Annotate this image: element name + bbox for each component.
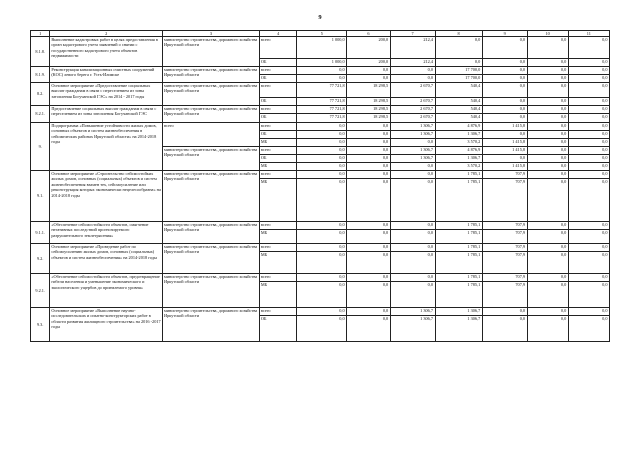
column-number: 11 <box>568 31 609 37</box>
amount-cell: 0,0 <box>568 67 609 75</box>
amount-cell: 0,0 <box>527 171 568 179</box>
amount-cell: 0,0 <box>527 222 568 230</box>
page-number: 9 <box>318 14 322 21</box>
amount-cell: 0,0 <box>297 139 347 147</box>
amount-cell: 1 785,1 <box>435 179 482 222</box>
amount-cell: 0,0 <box>482 114 527 123</box>
amount-cell: 18 298,5 <box>347 98 391 106</box>
amount-cell: 0,0 <box>527 252 568 274</box>
executor: министерство строительства, дорожного хозяйства Иркутской области <box>163 37 260 67</box>
amount-cell: 1 785,1 <box>435 230 482 244</box>
funding-source: всего <box>259 171 297 179</box>
column-number: 4 <box>259 31 297 37</box>
item-name: Выполнение кадастровых работ в целях предоставления в орган кадастрового учета заявлений о снятии с государственного кадастрового учета объектов недвижимости <box>50 37 163 67</box>
column-number: 6 <box>347 31 391 37</box>
funding-source: МБ <box>259 179 297 222</box>
amount-cell: 0,0 <box>347 123 391 131</box>
executor: министерство строительства, дорожного хозяйства Иркутской области <box>163 308 260 342</box>
item-number: 9.1.1. <box>31 222 50 244</box>
amount-cell: 707,9 <box>482 244 527 252</box>
amount-cell: 0,0 <box>297 230 347 244</box>
column-number: 2 <box>50 31 163 37</box>
funding-source: ОБ <box>259 98 297 106</box>
amount-cell: 0,0 <box>527 139 568 147</box>
amount-cell: 4 876,9 <box>435 147 482 155</box>
amount-cell: 77 721,8 <box>297 106 347 114</box>
funding-source: ОБ <box>259 155 297 163</box>
item-number: 9. <box>31 123 50 171</box>
amount-cell: 1 306,7 <box>435 308 482 316</box>
column-number: 5 <box>297 31 347 37</box>
amount-cell: 0,0 <box>527 67 568 75</box>
amount-cell: 0,0 <box>297 131 347 139</box>
amount-cell: 0,0 <box>482 98 527 106</box>
amount-cell: 0,0 <box>347 308 391 316</box>
amount-cell: 0,0 <box>527 163 568 171</box>
amount-cell: 0,0 <box>390 230 435 244</box>
amount-cell: 17 700,0 <box>435 67 482 75</box>
funding-source: всего <box>259 37 297 59</box>
amount-cell: 1 000,0 <box>297 37 347 59</box>
amount-cell: 0,0 <box>482 155 527 163</box>
amount-cell: 0,0 <box>297 123 347 131</box>
amount-cell: 0,0 <box>568 37 609 59</box>
amount-cell: 1 306,7 <box>390 123 435 131</box>
executor: министерство строительства, дорожного хозяйства Иркутской области <box>163 171 260 222</box>
executor: министерство строительства, дорожного хозяйства Иркутской области <box>163 67 260 83</box>
amount-cell: 0,0 <box>568 252 609 274</box>
funding-source: всего <box>259 222 297 230</box>
item-number: 9.3. <box>31 308 50 342</box>
amount-cell: 77 721,8 <box>297 98 347 106</box>
amount-cell: 0,0 <box>568 282 609 308</box>
amount-cell: 0,0 <box>527 59 568 67</box>
amount-cell: 4 876,9 <box>435 123 482 131</box>
amount-cell: 1 306,7 <box>435 155 482 163</box>
amount-cell: 0,0 <box>527 37 568 59</box>
table-row <box>31 37 610 59</box>
amount-cell: 0,0 <box>347 252 391 274</box>
column-number: 1 <box>31 31 50 37</box>
amount-cell: 200,0 <box>347 37 391 59</box>
amount-cell: 1 785,1 <box>435 252 482 274</box>
amount-cell: 1 415,8 <box>482 123 527 131</box>
executor: министерство строительства, дорожного хозяйства Иркутской области <box>163 274 260 308</box>
amount-cell: 0,0 <box>568 131 609 139</box>
amount-cell: 0,0 <box>527 131 568 139</box>
amount-cell: 0,0 <box>568 244 609 252</box>
budget-table <box>30 30 610 342</box>
amount-cell: 0,0 <box>568 98 609 106</box>
amount-cell: 0,0 <box>347 282 391 308</box>
amount-cell: 0,0 <box>347 230 391 244</box>
amount-cell: 0,0 <box>482 59 527 67</box>
funding-source: всего <box>259 244 297 252</box>
funding-source: МБ <box>259 139 297 147</box>
item-number: 9.2. <box>31 244 50 274</box>
amount-cell: 0,0 <box>568 147 609 155</box>
executor: всего <box>163 123 260 147</box>
amount-cell: 0,0 <box>527 274 568 282</box>
funding-source: всего <box>259 147 297 155</box>
amount-cell: 0,0 <box>568 83 609 98</box>
column-number: 7 <box>390 31 435 37</box>
item-number: 9.1. <box>31 171 50 222</box>
funding-source: МБ <box>259 163 297 171</box>
amount-cell: 0,0 <box>527 147 568 155</box>
amount-cell: 0,0 <box>297 252 347 274</box>
amount-cell: 1 306,7 <box>390 155 435 163</box>
amount-cell: 0,0 <box>568 222 609 230</box>
funding-source: МБ <box>259 252 297 274</box>
executor: министерство строительства, дорожного хозяйства Иркутской области <box>163 147 260 171</box>
amount-cell: 707,9 <box>482 274 527 282</box>
item-name: Реконструкция канализационных очистных сооружений (КОС) левого берега г. Усть-Илимске <box>50 67 163 83</box>
amount-cell: 707,9 <box>482 222 527 230</box>
funding-source: всего <box>259 83 297 98</box>
amount-cell: 0,0 <box>568 114 609 123</box>
item-number: 8.1.9. <box>31 67 50 83</box>
amount-cell: 0,0 <box>347 244 391 252</box>
amount-cell: 0,0 <box>297 316 347 342</box>
amount-cell: 0,0 <box>482 316 527 342</box>
amount-cell: 0,0 <box>482 67 527 75</box>
amount-cell: 0,0 <box>568 163 609 171</box>
amount-cell: 0,0 <box>297 75 347 83</box>
amount-cell: 1 000,0 <box>297 59 347 67</box>
funding-source: ОБ <box>259 131 297 139</box>
funding-source: МБ <box>259 282 297 308</box>
amount-cell: 1 415,8 <box>482 147 527 155</box>
amount-cell: 0,0 <box>390 139 435 147</box>
funding-source: всего <box>259 106 297 114</box>
funding-source: ОБ <box>259 114 297 123</box>
amount-cell: 0,0 <box>527 83 568 98</box>
table-row <box>31 274 610 282</box>
item-number: 9.2.1. <box>31 274 50 308</box>
amount-cell: 0,0 <box>527 230 568 244</box>
amount-cell: 0,0 <box>568 230 609 244</box>
table-row <box>31 123 610 131</box>
amount-cell: 0,0 <box>568 106 609 114</box>
amount-cell: 0,0 <box>568 274 609 282</box>
amount-cell: 0,0 <box>482 106 527 114</box>
amount-cell: 540,4 <box>435 98 482 106</box>
amount-cell: 0,0 <box>390 274 435 282</box>
amount-cell: 0,0 <box>482 75 527 83</box>
amount-cell: 0,0 <box>347 274 391 282</box>
amount-cell: 0,0 <box>568 171 609 179</box>
amount-cell: 0,0 <box>390 171 435 179</box>
amount-cell: 0,0 <box>347 155 391 163</box>
amount-cell: 2 670,7 <box>390 114 435 123</box>
amount-cell: 0,0 <box>297 244 347 252</box>
amount-cell: 0,0 <box>527 244 568 252</box>
amount-cell: 1 306,7 <box>435 131 482 139</box>
funding-source: всего <box>259 308 297 316</box>
amount-cell: 1 415,8 <box>482 139 527 147</box>
funding-source: всего <box>259 274 297 282</box>
amount-cell: 0,0 <box>390 252 435 274</box>
amount-cell: 0,0 <box>347 163 391 171</box>
amount-cell: 1 785,1 <box>435 274 482 282</box>
amount-cell: 0,0 <box>527 98 568 106</box>
executor: министерство строительства, дорожного хозяйства Иркутской области <box>163 106 260 123</box>
table-row <box>31 244 610 252</box>
amount-cell: 0,0 <box>390 75 435 83</box>
amount-cell: 2 670,7 <box>390 83 435 98</box>
item-name: Основное мероприятие «Предоставление социальных выплат гражданам в связи с переселением из зоны затопления Богучанской ГЭС» на 2014 - 2017 годы <box>50 83 163 106</box>
item-number: 8.1.8. <box>31 37 50 67</box>
amount-cell: 0,0 <box>568 75 609 83</box>
amount-cell: 0,0 <box>390 222 435 230</box>
column-number: 3 <box>163 31 260 37</box>
amount-cell: 0,0 <box>297 308 347 316</box>
amount-cell: 0,0 <box>527 316 568 342</box>
amount-cell: 540,4 <box>435 106 482 114</box>
amount-cell: 0,0 <box>347 75 391 83</box>
item-name: Основное мероприятие «Проведение работ по сейсмоусилению жилых домов, основных (социальных) объектов и систем жизнеобеспечения» на 2014-2018 годы <box>50 244 163 274</box>
funding-source: ОБ <box>259 75 297 83</box>
amount-cell: 0,0 <box>568 308 609 316</box>
amount-cell: 0,0 <box>482 83 527 98</box>
amount-cell: 0,0 <box>527 179 568 222</box>
amount-cell: 0,0 <box>347 147 391 155</box>
item-name: «Обеспечение сейсмостойкости объектов, предотвращение гибели населения и уменьшение экономического и экологического ущербов до приемлемого уровня» <box>50 274 163 308</box>
amount-cell: 0,0 <box>297 163 347 171</box>
amount-cell: 540,4 <box>435 83 482 98</box>
amount-cell: 1 306,7 <box>390 131 435 139</box>
amount-cell: 1 785,1 <box>435 244 482 252</box>
item-number: 8.2. <box>31 83 50 106</box>
amount-cell: 1 415,8 <box>482 163 527 171</box>
table-row <box>31 308 610 316</box>
amount-cell: 0,0 <box>435 37 482 59</box>
amount-cell: 540,4 <box>435 114 482 123</box>
amount-cell: 1 306,7 <box>390 147 435 155</box>
amount-cell: 0,0 <box>347 222 391 230</box>
amount-cell: 0,0 <box>527 123 568 131</box>
item-name: Предоставление социальных выплат гражданам в связи с переселением из зоны затопления Богучанской ГЭС <box>50 106 163 123</box>
amount-cell: 0,0 <box>568 59 609 67</box>
amount-cell: 0,0 <box>482 131 527 139</box>
amount-cell: 0,0 <box>568 316 609 342</box>
amount-cell: 0,0 <box>390 282 435 308</box>
funding-source: ОБ <box>259 59 297 67</box>
amount-cell: 0,0 <box>527 114 568 123</box>
amount-cell: 0,0 <box>390 179 435 222</box>
amount-cell: 0,0 <box>297 147 347 155</box>
amount-cell: 0,0 <box>527 308 568 316</box>
amount-cell: 212,4 <box>390 59 435 67</box>
amount-cell: 0,0 <box>297 155 347 163</box>
amount-cell: 0,0 <box>297 282 347 308</box>
amount-cell: 1 785,1 <box>435 171 482 179</box>
amount-cell: 0,0 <box>390 67 435 75</box>
table-row <box>31 83 610 98</box>
amount-cell: 3 570,2 <box>435 163 482 171</box>
column-number: 9 <box>482 31 527 37</box>
amount-cell: 2 670,7 <box>390 106 435 114</box>
amount-cell: 0,0 <box>347 171 391 179</box>
amount-cell: 1 785,1 <box>435 282 482 308</box>
amount-cell: 0,0 <box>347 316 391 342</box>
amount-cell: 0,0 <box>297 171 347 179</box>
executor: министерство строительства, дорожного хозяйства Иркутской области <box>163 244 260 274</box>
amount-cell: 707,9 <box>482 252 527 274</box>
amount-cell: 0,0 <box>527 155 568 163</box>
amount-cell: 0,0 <box>568 179 609 222</box>
amount-cell: 18 298,5 <box>347 114 391 123</box>
amount-cell: 0,0 <box>568 123 609 131</box>
amount-cell: 18 298,5 <box>347 106 391 114</box>
amount-cell: 0,0 <box>347 131 391 139</box>
amount-cell: 77 721,8 <box>297 114 347 123</box>
amount-cell: 77 721,8 <box>297 83 347 98</box>
amount-cell: 0,0 <box>297 179 347 222</box>
table-row <box>31 106 610 114</box>
funding-source: МБ <box>259 230 297 244</box>
amount-cell: 0,0 <box>297 67 347 75</box>
item-name: Подпрограмма «Повышение устойчивости жилых домов, основных объектов и систем жизнеобеспечения в сейсмических районах Иркутской области» на 2014-2018 годы <box>50 123 163 171</box>
table-row <box>31 171 610 179</box>
amount-cell: 0,0 <box>390 163 435 171</box>
amount-cell: 200,0 <box>347 59 391 67</box>
amount-cell: 707,9 <box>482 230 527 244</box>
item-number: 8.2.1. <box>31 106 50 123</box>
amount-cell: 0,0 <box>482 308 527 316</box>
table-row <box>31 67 610 75</box>
item-name: Основное мероприятие «Выполнение научно-исследовательских и опытно-конструкторских работ в области развития жилищного строительства» на 2016 -2017 годы <box>50 308 163 342</box>
amount-cell: 0,0 <box>390 244 435 252</box>
amount-cell: 0,0 <box>482 37 527 59</box>
amount-cell: 0,0 <box>347 179 391 222</box>
amount-cell: 707,9 <box>482 179 527 222</box>
amount-cell: 707,9 <box>482 171 527 179</box>
executor: министерство строительства, дорожного хозяйства Иркутской области <box>163 222 260 244</box>
funding-source: всего <box>259 67 297 75</box>
column-number: 8 <box>435 31 482 37</box>
amount-cell: 0,0 <box>297 274 347 282</box>
table-row <box>31 222 610 230</box>
amount-cell: 212,4 <box>390 37 435 59</box>
amount-cell: 3 570,2 <box>435 139 482 147</box>
executor: министерство строительства, дорожного хозяйства Иркутской области <box>163 83 260 106</box>
funding-source: ОБ <box>259 316 297 342</box>
amount-cell: 707,9 <box>482 282 527 308</box>
amount-cell: 0,0 <box>568 139 609 147</box>
item-name: Основное мероприятие «Строительство сейсмостойких жилых домов, основных (социальных) объектов и систем жизнеобеспечения взамен тех, сейсмоусиление или реконструкция которых экономически нецелесообразна» на 2014-2018 годы <box>50 171 163 222</box>
amount-cell: 0,0 <box>527 75 568 83</box>
amount-cell: 17 700,0 <box>435 75 482 83</box>
amount-cell: 0,0 <box>435 59 482 67</box>
amount-cell: 0,0 <box>297 222 347 230</box>
amount-cell: 0,0 <box>347 67 391 75</box>
amount-cell: 1 785,1 <box>435 222 482 230</box>
amount-cell: 0,0 <box>347 139 391 147</box>
column-number: 10 <box>527 31 568 37</box>
amount-cell: 0,0 <box>527 282 568 308</box>
amount-cell: 0,0 <box>527 106 568 114</box>
item-name: «Обеспечение сейсмостойкости объектов, смягчение негативных последствий прогнозируемого разрушительного землетрясения» <box>50 222 163 244</box>
amount-cell: 2 670,7 <box>390 98 435 106</box>
amount-cell: 18 298,5 <box>347 83 391 98</box>
amount-cell: 1 306,7 <box>390 316 435 342</box>
amount-cell: 1 306,7 <box>390 308 435 316</box>
amount-cell: 1 306,7 <box>435 316 482 342</box>
funding-source: всего <box>259 123 297 131</box>
amount-cell: 0,0 <box>568 155 609 163</box>
